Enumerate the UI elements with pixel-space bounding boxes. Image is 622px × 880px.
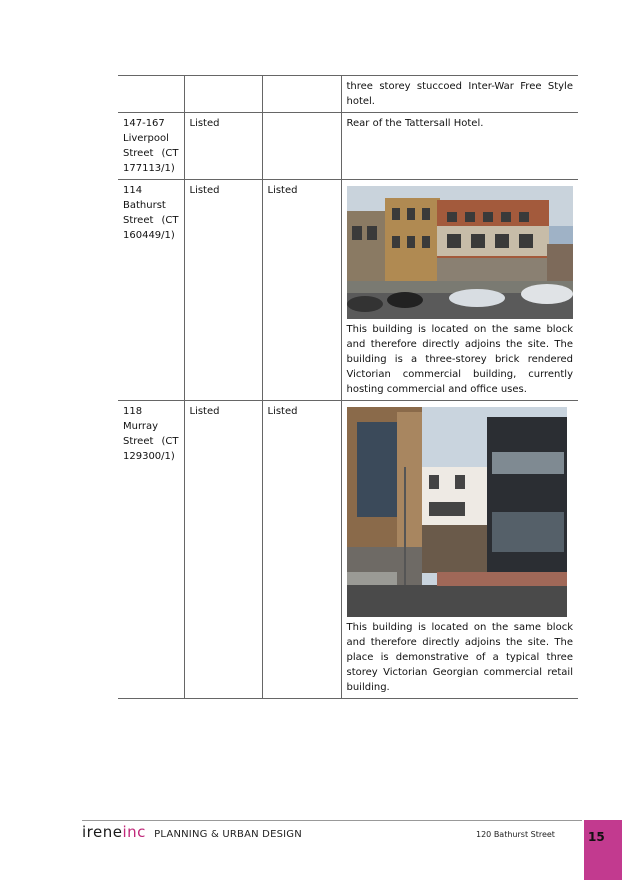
page-number: 15 <box>588 830 605 844</box>
footer-divider <box>82 820 582 821</box>
brand-logo-irene: irene <box>82 823 123 841</box>
status-cell: Listed <box>184 113 262 180</box>
brand-tagline: PLANNING & URBAN DESIGN <box>154 829 302 840</box>
description-cell <box>341 180 578 401</box>
address-cell: 114 Bathurst Street (CT 160449/1) <box>118 180 184 401</box>
description-cell: three storey stuccoed Inter-War Free Style hotel. <box>341 76 578 113</box>
status-cell: Listed <box>262 180 341 401</box>
footer-address: 120 Bathurst Street <box>476 830 555 839</box>
description-text: This building is located on the same block and therefore directly adjoins the site. The building is a three-storey brick rendered Victorian commercial building, currently hosting commercial and office uses. <box>346 324 573 395</box>
table-row <box>118 401 578 699</box>
description-text: This building is located on the same block and therefore directly adjoins the site. The place is demonstrative of a typical three storey Victorian Georgian commercial retail building. <box>346 622 573 693</box>
status-cell: Listed <box>262 401 341 699</box>
description-cell <box>341 401 578 699</box>
address-cell: 118 Murray Street (CT 129300/1) <box>118 401 184 699</box>
status-cell: Listed <box>184 401 262 699</box>
building-photo-bathurst <box>347 186 573 319</box>
page-number-box <box>584 820 622 880</box>
table-row <box>118 180 578 401</box>
status-cell <box>262 113 341 180</box>
address-cell <box>118 76 184 113</box>
address-cell: 147-167 Liverpool Street (CT 177113/1) <box>118 113 184 180</box>
status-cell <box>184 76 262 113</box>
brand-logo-inc: inc <box>122 823 146 841</box>
table-row <box>118 76 578 113</box>
description-cell: Rear of the Tattersall Hotel. <box>341 113 578 180</box>
footer-brand <box>82 823 302 841</box>
table-row <box>118 113 578 180</box>
building-photo-murray <box>347 407 573 617</box>
heritage-table <box>118 75 578 699</box>
status-cell <box>262 76 341 113</box>
status-cell: Listed <box>184 180 262 401</box>
